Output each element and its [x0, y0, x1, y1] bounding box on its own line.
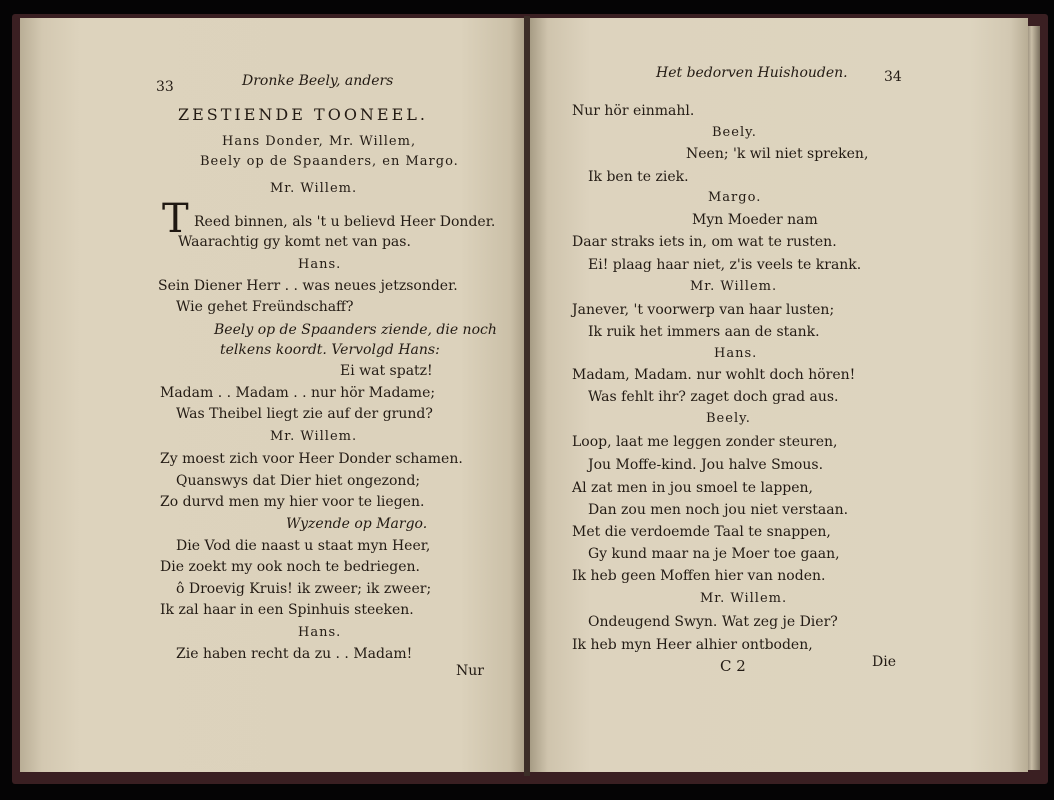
scene-title: ZESTIENDE TOONEEL.: [178, 105, 428, 124]
verse-line: Zy moest zich voor Heer Donder schamen.: [160, 451, 463, 467]
verse-line: Dan zou men noch jou niet verstaan.: [588, 502, 849, 518]
stage-direction: Beely op de Spaanders ziende, die noch: [214, 322, 497, 338]
verse-line: Reed binnen, als 't u believd Heer Donder.: [194, 214, 496, 230]
page-edges: [1026, 26, 1040, 770]
speaker-label: Mr. Willem.: [270, 181, 358, 196]
verse-line: Nur hör einmahl.: [572, 103, 695, 119]
verse-line: Zie haben recht da zu . . Madam!: [176, 646, 413, 662]
verse-line: Die zoekt my ook noch te bedriegen.: [160, 559, 421, 575]
speaker-label: Beely.: [712, 125, 757, 140]
speaker-label: Hans.: [298, 257, 342, 272]
verse-line: Waarachtig gy komt net van pas.: [178, 234, 411, 250]
verse-line: Madam . . Madam . . nur hör Madame;: [160, 385, 436, 401]
verse-line: Ei wat spatz!: [340, 363, 433, 379]
verse-line: Al zat men in jou smoel te lappen,: [572, 480, 814, 496]
speaker-label: Hans.: [298, 625, 342, 640]
speaker-label: Beely.: [706, 411, 751, 426]
left-running-head: Dronke Beely, anders: [242, 73, 394, 89]
catchword: Nur: [456, 663, 484, 679]
verse-line: Was Theibel liegt zie auf der grund?: [176, 406, 433, 422]
verse-line: Was fehlt ihr? zaget doch grad aus.: [588, 389, 839, 405]
cast-line-2: Beely op de Spaanders, en Margo.: [200, 154, 459, 169]
verse-line: Quanswys dat Dier hiet ongezond;: [176, 473, 421, 489]
verse-line: Neen; 'k wil niet spreken,: [686, 146, 869, 162]
speaker-label: Mr. Willem.: [700, 591, 788, 606]
verse-line: Die Vod die naast u staat myn Heer,: [176, 538, 431, 554]
right-page-number: 34: [884, 69, 902, 85]
cast-line-1: Hans Donder, Mr. Willem,: [222, 134, 417, 149]
verse-line: Janever, 't voorwerp van haar lusten;: [572, 302, 835, 318]
verse-line: Madam, Madam. nur wohlt doch hören!: [572, 367, 856, 383]
speaker-label: Margo.: [708, 190, 762, 205]
drop-cap: T: [162, 196, 189, 242]
verse-line: Sein Diener Herr . . was neues jetzsonder.: [158, 278, 458, 294]
speaker-label: Mr. Willem.: [690, 279, 778, 294]
verse-line: Ik heb geen Moffen hier van noden.: [572, 568, 826, 584]
verse-line: Ik zal haar in een Spinhuis steeken.: [160, 602, 414, 618]
verse-line: Jou Moffe-kind. Jou halve Smous.: [588, 457, 824, 473]
right-running-head: Het bedorven Huishouden.: [656, 65, 848, 81]
stage-direction: telkens koordt. Vervolgd Hans:: [220, 342, 440, 358]
verse-line: Ei! plaag haar niet, z'is veels te krank.: [588, 257, 862, 273]
left-page-number: 33: [156, 79, 174, 95]
verse-line: Gy kund maar na je Moer toe gaan,: [588, 546, 840, 562]
verse-line: Ik ruik het immers aan de stank.: [588, 324, 820, 340]
speaker-label: Mr. Willem.: [270, 429, 358, 444]
verse-line: Daar straks iets in, om wat te rusten.: [572, 234, 837, 250]
catchword: Die: [872, 654, 896, 670]
verse-line: Wie gehet Freündschaff?: [176, 299, 354, 315]
verse-line: Met die verdoemde Taal te snappen,: [572, 524, 831, 540]
verse-line: Ik ben te ziek.: [588, 169, 689, 185]
verse-line: Zo durvd men my hier voor te liegen.: [160, 494, 425, 510]
verse-line: Ondeugend Swyn. Wat zeg je Dier?: [588, 614, 838, 630]
verse-line: Myn Moeder nam: [692, 212, 818, 228]
verse-line: ô Droevig Kruis! ik zweer; ik zweer;: [176, 581, 432, 597]
speaker-label: Hans.: [714, 346, 758, 361]
stage-direction: Wyzende op Margo.: [286, 516, 428, 532]
signature-mark: C 2: [720, 657, 746, 675]
verse-line: Ik heb myn Heer alhier ontboden,: [572, 637, 813, 653]
verse-line: Loop, laat me leggen zonder steuren,: [572, 434, 838, 450]
